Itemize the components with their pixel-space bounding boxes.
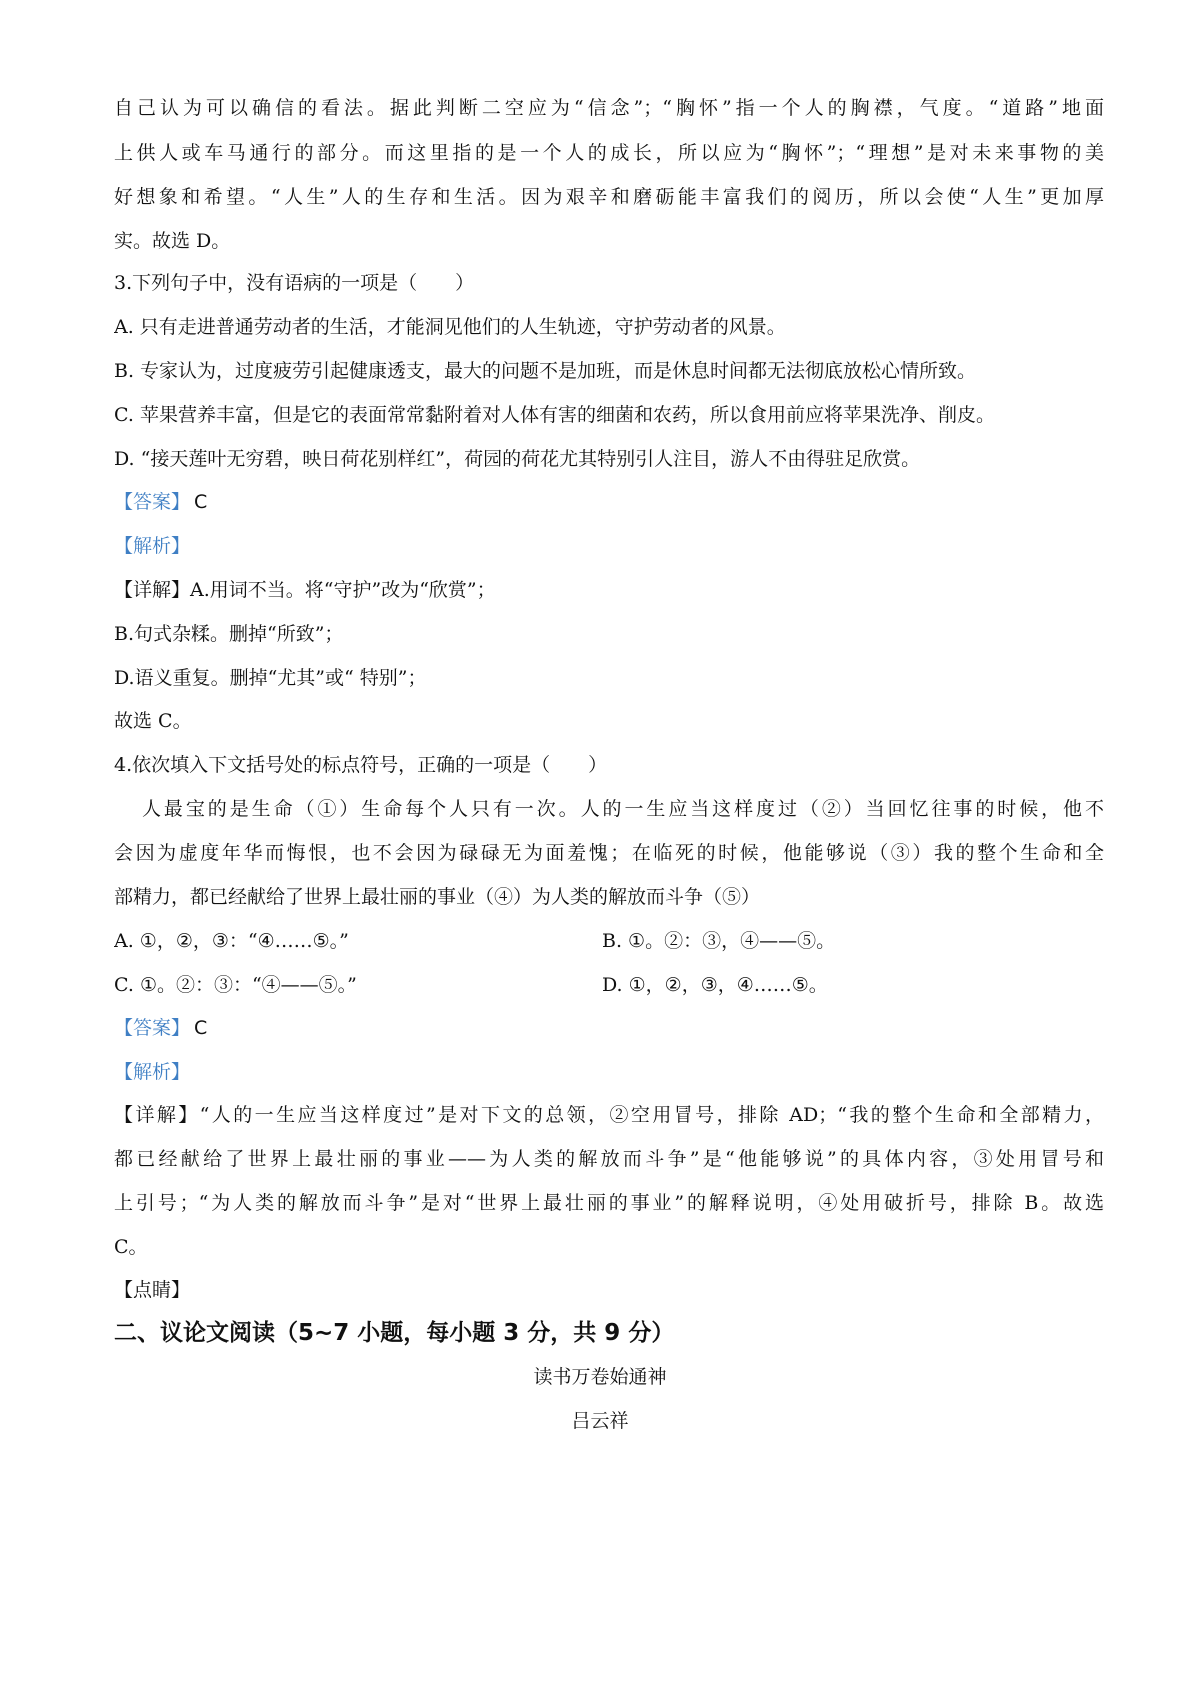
q4-dianjing: 【点睛】 bbox=[114, 1279, 191, 1301]
intro-line-4: 实。故选 D。 bbox=[114, 230, 231, 252]
q4-passage-line-2: 会因为虚度年华而悔恨，也不会因为碌碌无为面羞愧；在临死的时候，他能够说（③）我的整个生命和全 bbox=[114, 842, 1104, 864]
q3-answer bbox=[114, 490, 1104, 514]
section-heading: 二、议论文阅读（5~7 小题，每小题 3 分，共 9 分） bbox=[114, 1320, 675, 1346]
q4-analysis bbox=[114, 1060, 1104, 1084]
q4-option-d: D. ①，②，③，④……⑤。 bbox=[602, 974, 828, 996]
q3-answer-tag: 【答案】 bbox=[114, 491, 191, 513]
q3-detail-line-4: 故选 C。 bbox=[114, 710, 192, 732]
q3-detail-line-3: D.语义重复。删掉“尤其”或“ 特别”； bbox=[114, 667, 427, 689]
q4-option-a: A. ①，②，③：“④……⑤。” bbox=[114, 930, 349, 952]
q4-analysis-tag: 【解析】 bbox=[114, 1061, 191, 1083]
q3-option-b: B. 专家认为，过度疲劳引起健康透支，最大的问题不是加班，而是休息时间都无法彻底放松心情所致。 bbox=[114, 360, 977, 382]
q4-option-c: C. ①。②：③：“④——⑤。” bbox=[114, 974, 357, 996]
q3-option-d: D. “接天莲叶无穷碧，映日荷花别样红”，荷园的荷花尤其特别引人注目，游人不由得驻足欣赏。 bbox=[114, 448, 921, 470]
intro-line-1: 自己认为可以确信的看法。据此判断二空应为“信念”；“胸怀”指一个人的胸襟，气度。“道路”地面 bbox=[114, 97, 1104, 119]
q3-answer-value: C bbox=[194, 491, 208, 513]
q3-detail-line-1: 【详解】A.用词不当。将“守护”改为“欣赏”； bbox=[114, 579, 496, 601]
q4-answer-value: C bbox=[194, 1017, 208, 1039]
q4-passage-line-1: 人最宝的是生命（①）生命每个人只有一次。人的一生应当这样度过（②）当回忆往事的时候，他不 bbox=[142, 798, 1104, 820]
q4-answer-tag: 【答案】 bbox=[114, 1017, 191, 1039]
q3-option-a: A. 只有走进普通劳动者的生活，才能洞见他们的人生轨迹，守护劳动者的风景。 bbox=[114, 316, 786, 338]
q4-detail-line-1: 【详解】“人的一生应当这样度过”是对下文的总领，②空用冒号，排除 AD；“我的整个生命和全部精力， bbox=[114, 1104, 1104, 1126]
q3-stem: 3.下列句子中，没有语病的一项是（ ） bbox=[114, 272, 475, 294]
q4-passage-line-3: 部精力，都已经献给了世界上最壮丽的事业（④）为人类的解放而斗争（⑤） bbox=[114, 886, 761, 908]
q4-option-b: B. ①。②：③，④——⑤。 bbox=[602, 930, 836, 952]
q3-analysis-tag: 【解析】 bbox=[114, 535, 191, 557]
article-author: 吕云祥 bbox=[571, 1410, 629, 1432]
q4-detail-line-3: 上引号；“为人类的解放而斗争”是对“世界上最壮丽的事业”的解释说明，④处用破折号，排除 B。故选 bbox=[114, 1192, 1104, 1214]
q4-detail-line-2: 都已经献给了世界上最壮丽的事业——为人类的解放而斗争”是“他能够说”的具体内容，③处用冒号和 bbox=[114, 1148, 1104, 1170]
q3-analysis bbox=[114, 534, 1104, 558]
q3-option-c: C. 苹果营养丰富，但是它的表面常常黏附着对人体有害的细菌和农药，所以食用前应将苹果洗净、削皮。 bbox=[114, 404, 995, 426]
q4-stem: 4.依次填入下文括号处的标点符号，正确的一项是（ ） bbox=[114, 754, 608, 776]
intro-line-2: 上供人或车马通行的部分。而这里指的是一个人的成长，所以应为“胸怀”；“理想”是对未来事物的美 bbox=[114, 142, 1104, 164]
article-title: 读书万卷始通神 bbox=[533, 1366, 667, 1388]
intro-line-3: 好想象和希望。“人生”人的生存和生活。因为艰辛和磨砺能丰富我们的阅历，所以会使“人生”更加厚 bbox=[114, 186, 1104, 208]
q4-detail-line-4: C。 bbox=[114, 1236, 148, 1258]
q4-answer bbox=[114, 1016, 1104, 1040]
q3-detail-line-2: B.句式杂糅。删掉“所致”； bbox=[114, 623, 344, 645]
